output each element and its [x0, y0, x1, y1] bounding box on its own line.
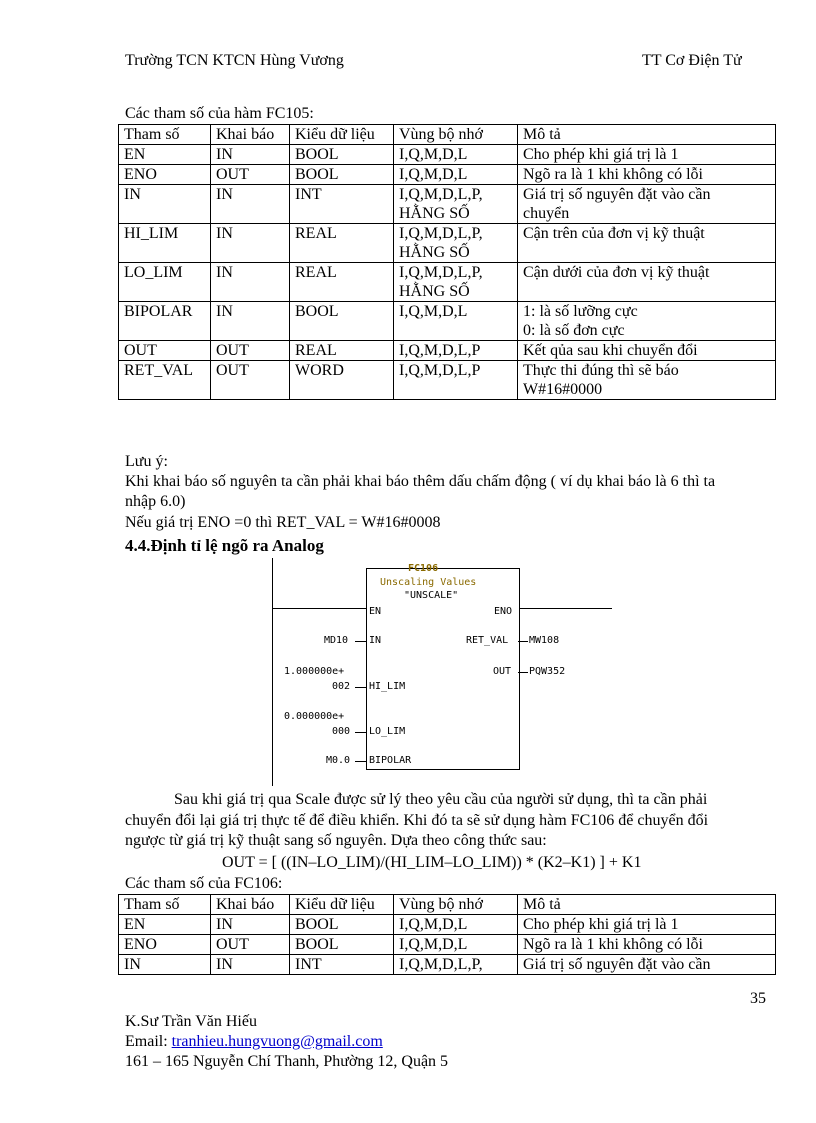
section-title: 4.4.Định tỉ lệ ngõ ra Analog	[125, 536, 324, 555]
table-cell: IN	[211, 302, 290, 341]
table-cell: IN	[211, 185, 290, 224]
out-operand: PQW352	[529, 666, 566, 677]
table-cell: Ngõ ra là 1 khi không có lỗi	[518, 935, 776, 955]
bipolar-operand: M0.0	[326, 755, 351, 766]
table-cell: RET_VAL	[119, 361, 211, 400]
email-link[interactable]: tranhieu.hungvuong@gmail.com	[171, 1033, 383, 1050]
table-cell: Kết qủa sau khi chuyển đổi	[518, 341, 776, 361]
formula: OUT = [ ((IN–LO_LIM)/(HI_LIM–LO_LIM)) * (K2–K1) ] + K1	[222, 854, 642, 871]
pin-out: OUT	[493, 666, 512, 677]
en-wire	[273, 608, 366, 609]
table-cell: LO_LIM	[119, 263, 211, 302]
pin-bipolar: BIPOLAR	[369, 755, 412, 766]
column-header: Kiểu dữ liệu	[290, 125, 394, 145]
column-header: Tham số	[119, 125, 211, 145]
table-cell: Cho phép khi giá trị là 1	[518, 145, 776, 165]
body-line-3: ngược từ giá trị kỹ thuật sang số nguyên. Dựa theo công thức sau:	[125, 832, 547, 849]
pin-en: EN	[369, 606, 382, 617]
footer-address: 161 – 165 Nguyễn Chí Thanh, Phường 12, Quận 5	[125, 1053, 449, 1070]
table-cell: BOOL	[290, 165, 394, 185]
table-row	[119, 263, 776, 302]
table-cell: BOOL	[290, 302, 394, 341]
block-name: FC106	[408, 563, 439, 574]
column-header: Mô tả	[518, 895, 776, 915]
table-cell: I,Q,M,D,L	[394, 165, 518, 185]
in-wire	[355, 641, 366, 642]
table-cell: IN	[119, 955, 211, 975]
table-row	[119, 165, 776, 185]
table-cell: REAL	[290, 263, 394, 302]
pin-ret-val: RET_VAL	[466, 635, 509, 646]
table-cell: BOOL	[290, 935, 394, 955]
table-cell: I,Q,M,D,L	[394, 145, 518, 165]
column-header: Khai báo	[211, 125, 290, 145]
table-cell: IN	[119, 185, 211, 224]
table-row	[119, 341, 776, 361]
column-header: Vùng bộ nhớ	[394, 895, 518, 915]
table-cell: I,Q,M,D,L,P	[394, 341, 518, 361]
table-cell: Giá trị số nguyên đặt vào cần chuyển	[518, 185, 776, 224]
page-number: 35	[750, 990, 766, 1007]
table-cell: WORD	[290, 361, 394, 400]
table-header-row	[119, 895, 776, 915]
body-line-2: chuyển đổi lại giá trị thực tế để điều khiển. Khi đó ta sẽ sử dụng hàm FC106 để chuyển đổi	[125, 812, 709, 829]
lo-lim-wire	[355, 732, 366, 733]
footer-email-line	[125, 1032, 383, 1051]
table-cell: I,Q,M,D,L	[394, 302, 518, 341]
table-cell: IN	[211, 263, 290, 302]
table-row	[119, 955, 776, 975]
table-cell: Giá trị số nguyên đặt vào cần	[518, 955, 776, 975]
table-cell: I,Q,M,D,L,P, HẰNG SỐ	[394, 263, 518, 302]
table-cell: IN	[211, 224, 290, 263]
table-cell: Cận trên của đơn vị kỹ thuật	[518, 224, 776, 263]
table-row	[119, 915, 776, 935]
hi-lim-operand-2: 002	[332, 681, 351, 692]
table-row	[119, 302, 776, 341]
table-cell: REAL	[290, 341, 394, 361]
fc106-param-table	[118, 894, 776, 975]
table-cell: I,Q,M,D,L,P,	[394, 955, 518, 975]
table-cell: Cận dưới của đơn vị kỹ thuật	[518, 263, 776, 302]
in-operand: MD10	[324, 635, 349, 646]
block-symbol: "UNSCALE"	[404, 590, 459, 601]
table-cell: HI_LIM	[119, 224, 211, 263]
table-cell: I,Q,M,D,L	[394, 935, 518, 955]
eno-wire	[519, 608, 612, 609]
table-cell: ENO	[119, 165, 211, 185]
column-header: Khai báo	[211, 895, 290, 915]
bipolar-wire	[355, 761, 366, 762]
table-cell: BIPOLAR	[119, 302, 211, 341]
fc105-param-table	[118, 124, 776, 400]
table-cell: 1: là số lưỡng cực 0: là số đơn cực	[518, 302, 776, 341]
power-rail	[272, 558, 273, 786]
table-cell: OUT	[119, 341, 211, 361]
table-cell: EN	[119, 915, 211, 935]
note-line-2: nhập 6.0)	[125, 493, 186, 510]
note-line-3: Nếu giá trị ENO =0 thì RET_VAL = W#16#0008	[125, 514, 441, 531]
table-cell: Thực thi đúng thì sẽ báo W#16#0000	[518, 361, 776, 400]
table-cell: OUT	[211, 361, 290, 400]
column-header: Mô tả	[518, 125, 776, 145]
table2-caption: Các tham số của FC106:	[125, 875, 283, 892]
block-title: Unscaling Values	[380, 577, 477, 588]
table-cell: I,Q,M,D,L,P, HẰNG SỐ	[394, 185, 518, 224]
header-center: TT Cơ Điện Tử	[642, 52, 742, 69]
table-cell: IN	[211, 955, 290, 975]
table-cell: INT	[290, 955, 394, 975]
table-cell: IN	[211, 145, 290, 165]
table-row	[119, 935, 776, 955]
ret-val-operand: MW108	[529, 635, 560, 646]
pin-in: IN	[369, 635, 382, 646]
footer-email-label: Email:	[125, 1033, 172, 1050]
table-row	[119, 361, 776, 400]
pin-hi-lim: HI_LIM	[369, 681, 406, 692]
note-line-1: Khi khai báo số nguyên ta cần phải khai báo thêm dấu chấm động ( ví dụ khai báo là 6 thì ta	[125, 473, 716, 490]
hi-lim-wire	[355, 687, 366, 688]
lo-lim-operand-2: 000	[332, 726, 351, 737]
table-cell: EN	[119, 145, 211, 165]
header-school: Trường TCN KTCN Hùng Vương	[125, 52, 344, 69]
table-cell: Ngõ ra là 1 khi không có lỗi	[518, 165, 776, 185]
table-row	[119, 185, 776, 224]
table-cell: I,Q,M,D,L,P, HẰNG SỐ	[394, 224, 518, 263]
table-cell: I,Q,M,D,L,P	[394, 361, 518, 400]
pin-lo-lim: LO_LIM	[369, 726, 406, 737]
table-cell: ENO	[119, 935, 211, 955]
table-row	[119, 145, 776, 165]
note-title: Lưu ý:	[125, 453, 168, 470]
table-cell: OUT	[211, 165, 290, 185]
table-cell: BOOL	[290, 145, 394, 165]
table-cell: REAL	[290, 224, 394, 263]
fc106-ladder-diagram	[272, 558, 620, 786]
table-cell: BOOL	[290, 915, 394, 935]
table-cell: OUT	[211, 935, 290, 955]
table-cell: INT	[290, 185, 394, 224]
table-cell: OUT	[211, 341, 290, 361]
ret-val-wire	[518, 641, 528, 642]
table-cell: I,Q,M,D,L	[394, 915, 518, 935]
pin-eno: ENO	[494, 606, 513, 617]
hi-lim-operand-1: 1.000000e+	[284, 666, 345, 677]
table-cell: Cho phép khi giá trị là 1	[518, 915, 776, 935]
lo-lim-operand-1: 0.000000e+	[284, 711, 345, 722]
column-header: Tham số	[119, 895, 211, 915]
body-line-1: Sau khi giá trị qua Scale được sử lý theo yêu cầu của người sử dụng, thì ta cần phải	[174, 791, 708, 808]
table-cell: IN	[211, 915, 290, 935]
table1-caption: Các tham số của hàm FC105:	[125, 105, 314, 122]
out-wire	[518, 672, 528, 673]
column-header: Vùng bộ nhớ	[394, 125, 518, 145]
column-header: Kiểu dữ liệu	[290, 895, 394, 915]
table-header-row	[119, 125, 776, 145]
table-row	[119, 224, 776, 263]
footer-author: K.Sư Trần Văn Hiếu	[125, 1013, 257, 1030]
